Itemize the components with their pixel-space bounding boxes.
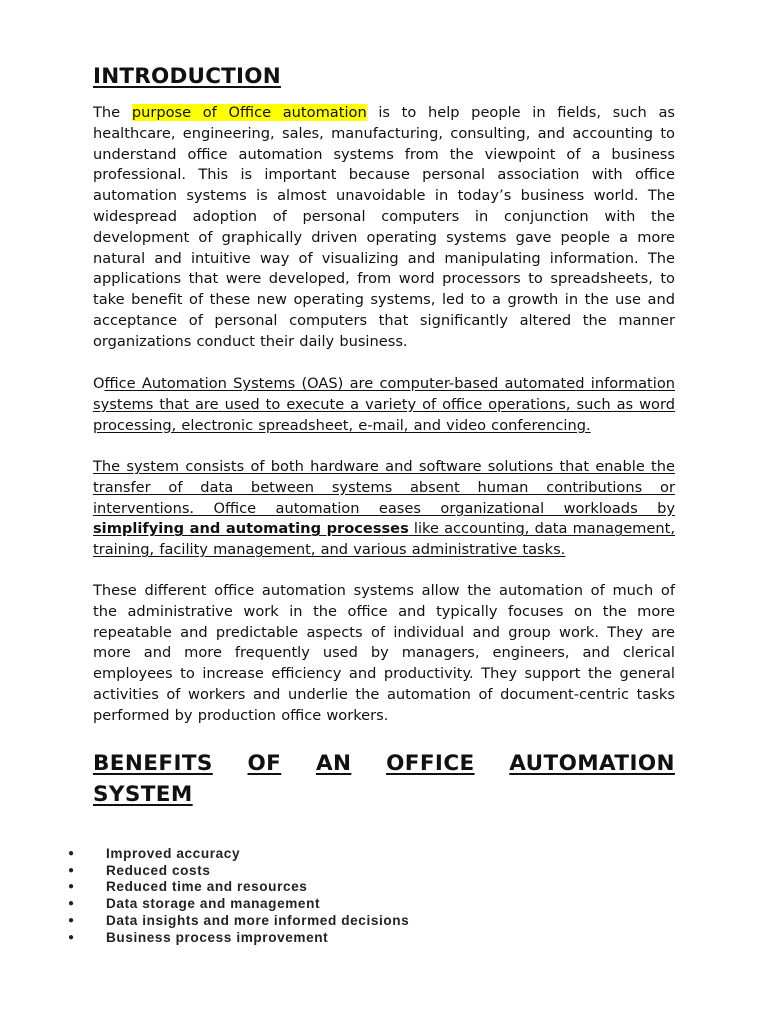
benefits-heading-word: OF — [247, 751, 282, 776]
list-item-text: Reduced time and resources — [106, 879, 308, 895]
list-item — [66, 846, 409, 863]
intro-paragraph-lead: The — [93, 104, 132, 121]
benefits-heading-word: AN — [315, 751, 352, 776]
list-item-text: Data storage and management — [106, 896, 321, 912]
systems-usage-paragraph: These different office automation systems allow the automation of much of the administrative work in the office and typically focuses on the more repeatable and predictable aspects of individual and group work. They are more and more frequently used by managers, engineers, and clerical employees to increase efficiency and productivity. They support the general activities of workers and underlie the automation of document-centric tasks performed by production office workers. — [93, 582, 675, 724]
list-item-text: Data insights and more informed decisions — [106, 912, 410, 928]
list-item-text: Reduced costs — [106, 862, 211, 878]
benefits-list — [66, 846, 409, 946]
bullet-icon: ● — [68, 931, 75, 943]
list-item-text: Improved accuracy — [106, 846, 241, 861]
benefits-heading-line2: SYSTEM — [93, 782, 193, 807]
bullet-icon: ● — [68, 848, 75, 859]
oas-definition-paragraph — [93, 374, 675, 436]
list-item — [66, 913, 409, 930]
system-description-paragraph — [93, 457, 675, 561]
highlighted-phrase: purpose of Office automation — [131, 104, 367, 121]
intro-paragraph — [93, 103, 675, 353]
system-description-lead: The system consists of both hardware and software solutions that enable the transfer of data between systems absent human contributions or interventions. Office automation eases organizational workloads by — [93, 458, 675, 517]
list-item-text: Business process improvement — [106, 929, 329, 945]
introduction-heading: INTRODUCTION — [93, 64, 281, 89]
bullet-icon: ● — [68, 881, 75, 893]
benefits-heading — [93, 748, 675, 810]
bullet-icon: ● — [68, 898, 75, 910]
bullet-icon: ● — [68, 864, 75, 876]
list-item — [66, 863, 409, 880]
list-item — [66, 930, 409, 947]
intro-paragraph-body: is to help people in fields, such as healthcare, engineering, sales, manufacturing, consulting, and accounting to understand office automation systems from the viewpoint of a business professional. This is important because personal association with office automation systems is almost unavoidable in today’s business world. The widespread adoption of personal computers in conjunction with the development of graphically driven operating systems gave people a more natural and intuitive way of visualizing and manipulating information. The applications that were developed, from word processors to spreadsheets, to take benefit of these new operating systems, led to a growth in the use and acceptance of personal computers that significantly altered the manner organizations conduct their daily business. — [93, 104, 675, 350]
list-item — [66, 896, 409, 913]
benefits-heading-word: OFFICE — [386, 751, 475, 776]
list-item — [66, 879, 409, 896]
benefits-heading-word: BENEFITS — [93, 751, 213, 776]
system-description-bold: simplifying and automating processes — [93, 520, 409, 538]
system-description-tail: like accounting, data management, training, facility management, and various administrative tasks. — [93, 520, 675, 559]
oas-definition-underlined: ffice Automation Systems (OAS) are computer-based automated information systems that are used to execute a variety of office operations, such as word processing, electronic spreadsheet, e-mail, and video conferencing. — [93, 375, 675, 434]
benefits-heading-word: AUTOMATION — [509, 751, 675, 776]
benefits-heading-line1 — [93, 748, 675, 779]
bullet-icon: ● — [68, 914, 75, 926]
oas-definition-lead-letter: O — [93, 375, 105, 392]
